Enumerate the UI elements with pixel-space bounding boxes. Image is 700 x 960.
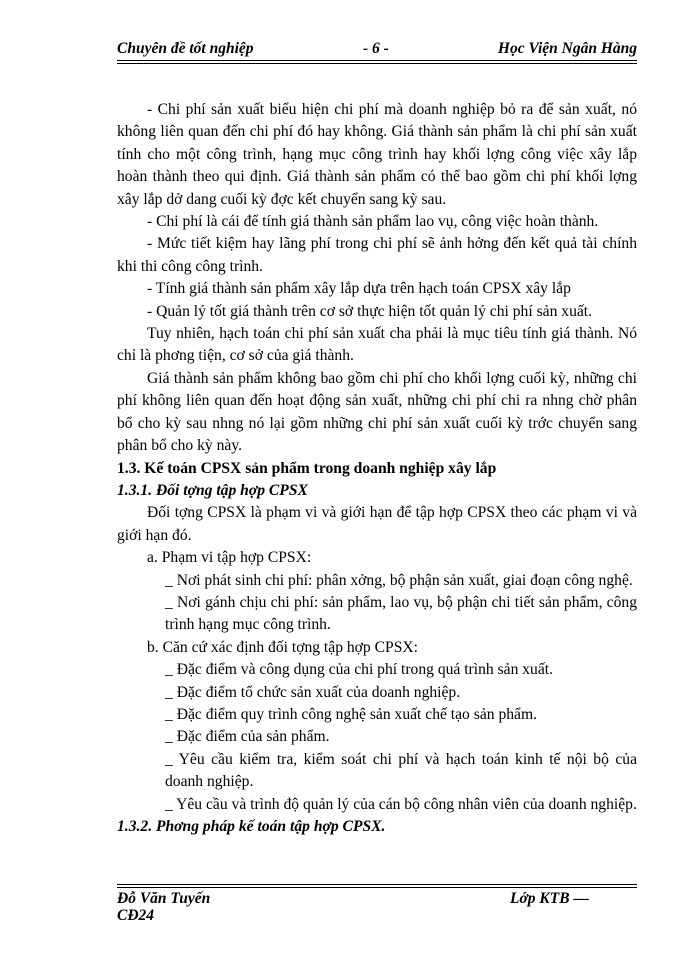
- section-b-item: _ Đặc điểm tổ chức sản xuất của doanh nghiệp.: [165, 683, 461, 701]
- header-institution: Học Viện Ngân Hàng: [497, 40, 637, 57]
- section-b-item: _ Yêu cầu và trình độ quản lý của cán bộ công nhân viên của doanh nghiệp.: [165, 795, 637, 813]
- heading-1-3: 1.3. Kế toán CPSX sản phẩm trong doanh nghiệp xây lắp: [117, 459, 497, 477]
- header-rule-top: [117, 60, 637, 61]
- paragraph-object-definition: Đối tợng CPSX là phạm vi và giới hạn để tập hợp CPSX theo các phạm vi và giới hạn đó.: [117, 504, 637, 544]
- page-footer: [117, 890, 637, 924]
- heading-1-3-1: 1.3.1. Đối tợng tập hợp CPSX: [117, 481, 308, 499]
- footer-rule-top: [117, 884, 637, 885]
- section-b-title: b. Căn cứ xác định đối tợng tập hợp CPSX:: [147, 638, 418, 656]
- footer-cohort: CĐ24: [117, 907, 155, 924]
- section-a-item: _ Nơi gánh chịu chi phí: sản phẩm, lao vụ, bộ phận chi tiết sản phẩm, công trình hạng mục công trình.: [165, 593, 637, 634]
- paragraph-price-exclusions: Giá thành sản phẩm không bao gồm chi phí cho khối lợng cuối kỳ, những chi phí không liên quan đến hoạt động sản xuất, những chi phí chi ra nhng chờ phân bổ cho kỳ sau nhng nó lại gồm những chi phí sản xuất cuối kỳ trớc chuyển sang phân bổ cho kỳ này.: [117, 369, 637, 455]
- paragraph-cost-basis: - Chi phí là cái để tính giá thành sản phẩm lao vụ, công việc hoàn thành.: [147, 213, 599, 231]
- paragraph-cost-definition: - Chi phí sản xuất biểu hiện chi phí mà doanh nghiệp bỏ ra để sản xuất, nó không liên quan đến chi phí đó hay không. Giá thành sản phẩm là chi phí sản xuất tính cho một công trình, hạng mục công trình hay khối lợng công việc xây lắp hoàn thành theo qui định. Giá thành sản phẩm có thể bao gồm chi phí khối lợng xây lắp dở dang cuối kỳ đợc kết chuyển sang kỳ sau.: [117, 101, 637, 208]
- header-document-type: Chuyên đề tốt nghiệp: [117, 40, 254, 57]
- section-b-item: _ Yêu cầu kiểm tra, kiểm soát chi phí và hạch toán kinh tế nội bộ của doanh nghiệp.: [165, 750, 637, 791]
- section-b-item: _ Đặc điểm quy trình công nghệ sản xuất chế tạo sản phẩm.: [165, 705, 537, 723]
- footer-rule-bottom: [117, 887, 637, 888]
- heading-1-3-2: 1.3.2. Phơng pháp kế toán tập hợp CPSX.: [117, 818, 386, 835]
- section-b-item: _ Đặc điểm của sản phẩm.: [165, 728, 330, 746]
- section-b-item: _ Đặc điểm và công dụng của chi phí trong quá trình sản xuất.: [165, 661, 554, 679]
- footer-author: Đỗ Văn Tuyến: [117, 890, 211, 907]
- paragraph-management: - Quản lý tốt giá thành trên cơ sở thực hiện tốt quản lý chi phí sản xuất.: [147, 302, 593, 320]
- page-body: [117, 99, 637, 838]
- footer-class: Lớp KTB —: [510, 890, 589, 907]
- paragraph-savings: - Mức tiết kiệm hay lãng phí trong chi phí sẽ ảnh hởng đến kết quả tài chính khi thi công công trình.: [117, 235, 637, 275]
- paragraph-pricing: - Tính giá thành sản phẩm xây lắp dựa trên hạch toán CPSX xây lắp: [147, 280, 571, 298]
- page-number: - 6 -: [363, 40, 389, 57]
- section-a-item: _ Nơi phát sinh chi phí: phân xởng, bộ phận sản xuất, giai đoạn công nghệ.: [165, 571, 633, 589]
- header-rule-bottom: [117, 63, 637, 64]
- paragraph-however: Tuy nhiên, hạch toán chi phí sản xuất cha phải là mục tiêu tính giá thành. Nó chỉ là phơng tiện, cơ sở của giá thành.: [117, 325, 637, 365]
- section-a-title: a. Phạm vi tập hợp CPSX:: [147, 549, 312, 567]
- page-header: [117, 38, 637, 62]
